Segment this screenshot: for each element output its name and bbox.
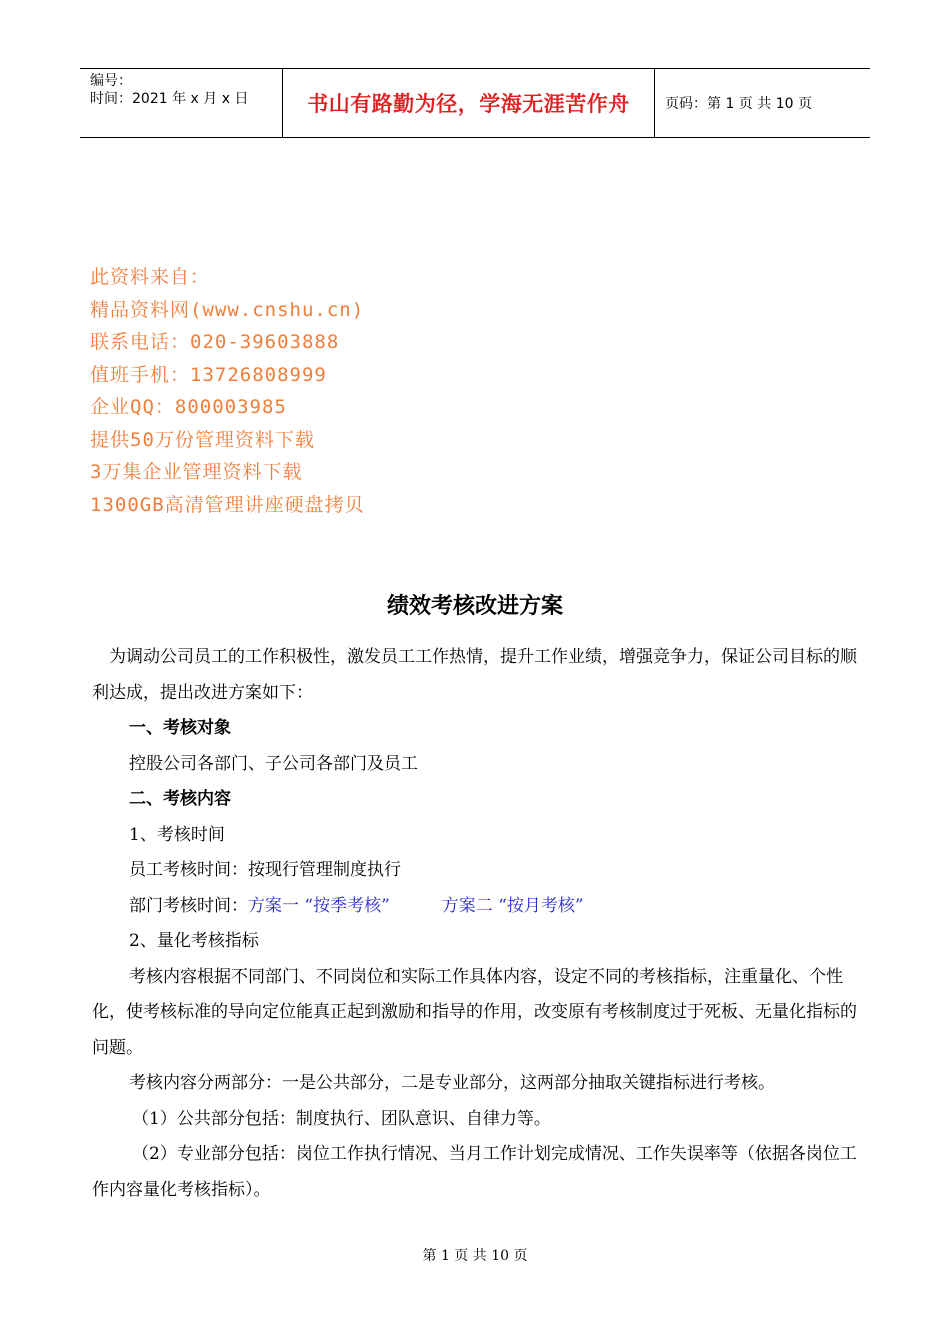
source-info-block — [90, 261, 365, 521]
source-line: 联系电话：020-39603888 — [90, 331, 340, 353]
source-line: 3万集企业管理资料下载 — [90, 461, 303, 483]
section1-heading: 一、考核对象 — [129, 718, 231, 738]
page-footer: 第 1 页 共 10 页 — [422, 1248, 528, 1264]
intro-paragraph: 为调动公司员工的工作积极性，激发员工工作热情，提升工作业绩，增强竞争力，保证公司目标的顺利达成，提出改进方案如下： — [92, 647, 857, 703]
motto-text: 书山有路勤为径，学海无涯苦作舟 — [307, 91, 630, 116]
header-meta-cell — [80, 69, 282, 137]
time-label: 时间：2021 年 x 月 x 日 — [90, 91, 249, 107]
dept-time-label: 部门考核时间： — [129, 895, 248, 916]
document-title: 绩效考核改进方案 — [386, 593, 563, 619]
source-line: 此资料来自： — [90, 266, 211, 288]
professional-part-text: （2）专业部分包括：岗位工作执行情况、当月工作计划完成情况、工作失误率等（依据各岗位工作内容量化考核指标）。 — [92, 1144, 857, 1200]
source-line: 企业QQ：800003985 — [90, 396, 287, 418]
section1-text: 控股公司各部门、子公司各部门及员工 — [129, 753, 418, 774]
indicators-paragraph: 考核内容根据不同部门、不同岗位和实际工作具体内容，设定不同的考核指标，注重量化、个性化，使考核标准的导向定位能真正起到激励和指导的作用，改变原有考核制度过于死板、无量化指标的问题。 — [92, 966, 857, 1058]
header-motto-cell — [282, 69, 655, 137]
section2-heading: 二、考核内容 — [129, 789, 231, 809]
item1-heading: 1、考核时间 — [129, 824, 225, 845]
source-line: 值班手机：13726808999 — [90, 363, 327, 386]
number-label: 编号： — [90, 73, 132, 89]
header-table — [80, 68, 870, 138]
public-part-text: （1）公共部分包括：制度执行、团队意识、自律力等。 — [132, 1108, 551, 1129]
two-parts-paragraph: 考核内容分两部分：一是公共部分，二是专业部分，这两部分抽取关键指标进行考核。 — [129, 1073, 775, 1093]
plan1-text: 方案一 “按季考核” — [248, 895, 390, 916]
source-line: 1300GB高清管理讲座硬盘拷贝 — [90, 493, 365, 516]
plan2-text: 方案二 “按月考核” — [441, 895, 584, 916]
source-line: 精品资料网(www.cnshu.cn) — [90, 298, 365, 321]
header-page-cell — [655, 69, 870, 137]
document-body — [92, 640, 860, 1208]
dept-time-line — [92, 889, 860, 925]
page-info: 页码：第 1 页 共 10 页 — [665, 96, 812, 112]
item2-heading: 2、量化考核指标 — [129, 931, 259, 951]
employee-time-text: 员工考核时间：按现行管理制度执行 — [129, 860, 401, 880]
source-line: 提供50万份管理资料下载 — [90, 428, 315, 451]
